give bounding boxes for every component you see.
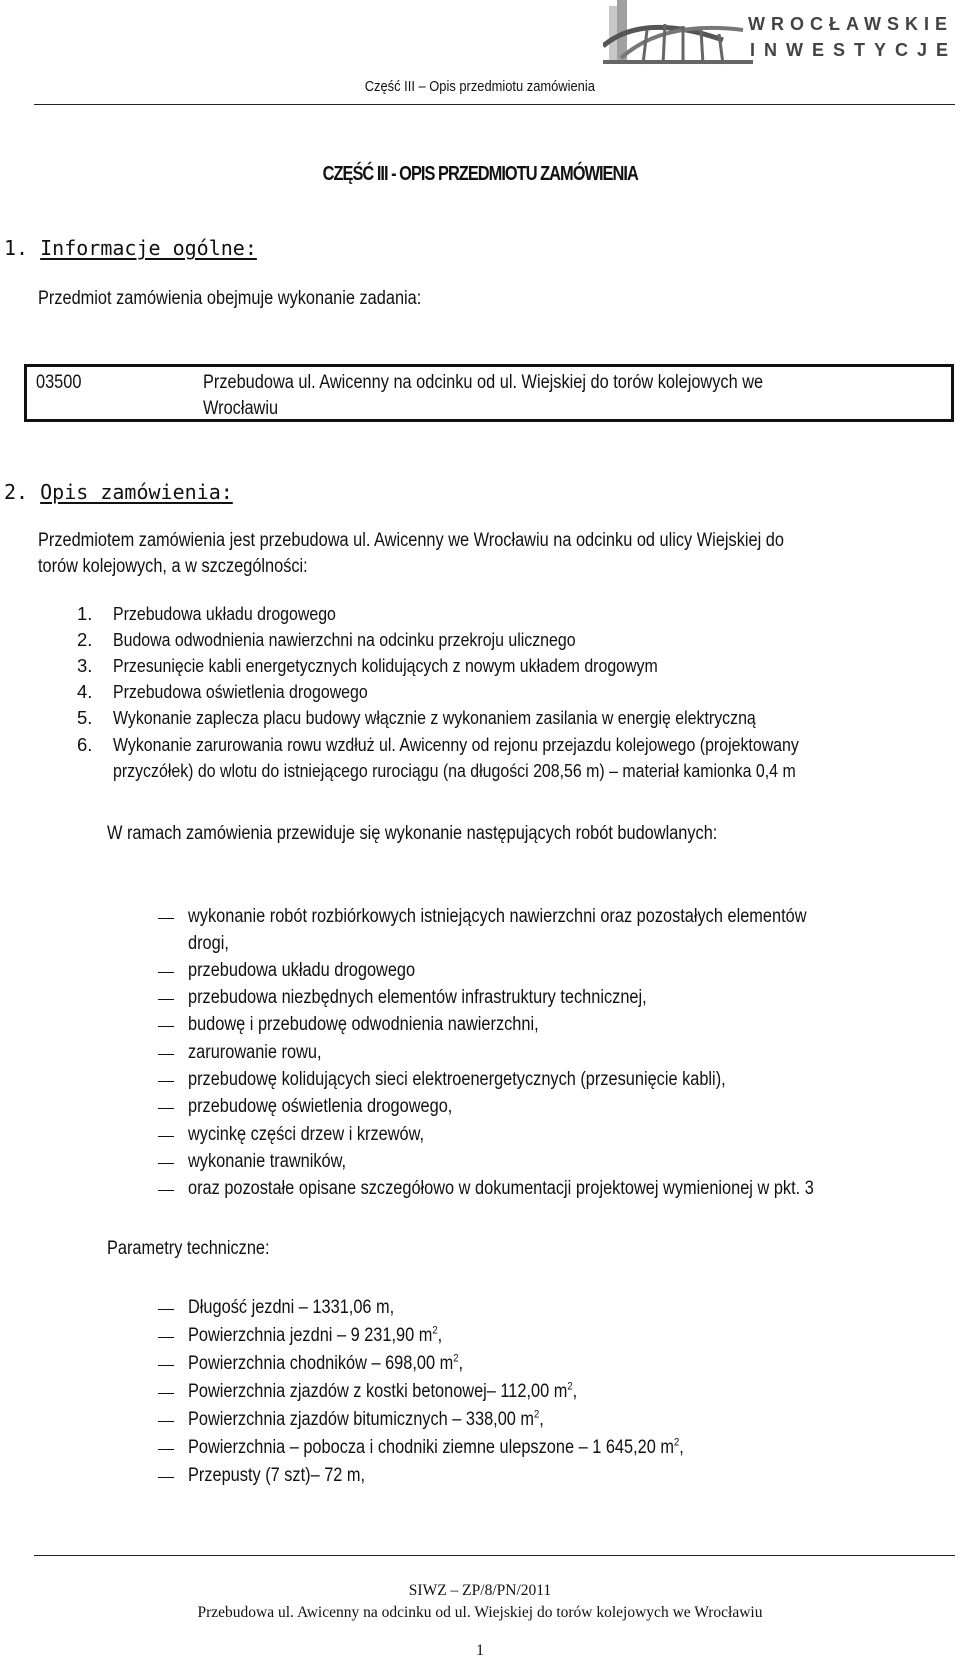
dash-bullet-icon [158,1081,174,1082]
section-2-heading: 2. Opis zamówienia: [4,480,233,504]
dash-bullet-icon [158,1054,174,1055]
document-title: CZĘŚĆ III - OPIS PRZEDMIOTU ZAMÓWIENIA [322,163,638,185]
section-2-paragraph-line1: Przedmiotem zamówienia jest przebudowa ul. Awicenny we Wrocławiu na odcinku od ulicy Wiejskiej do [38,530,784,551]
footer-divider [34,1555,955,1556]
dash-bullet-icon [158,1365,174,1366]
page-number: 1 [476,1642,484,1659]
header-divider [34,104,955,105]
task-title-line1: Przebudowa ul. Awicenny na odcinku od ul. Wiejskiej do torów kolejowych we [203,372,764,393]
footer-project-name: Przebudowa ul. Awicenny na odcinku od ul. Wiejskiej do torów kolejowych we Wrocławiu [197,1604,763,1621]
dash-bullet-icon [158,1393,174,1394]
dash-bullet-icon [158,1026,174,1027]
list-item: 5. Wykonanie zaplecza placu budowy włącznie z wykonaniem zasilania w energię elektryczną [77,707,756,728]
dash-bullet-icon [158,999,174,1000]
header-subtitle: Część III – Opis przedmiotu zamówienia [364,78,596,95]
works-intro: W ramach zamówienia przewiduje się wykonanie następujących robót budowlanych: [107,823,718,844]
dash-bullet-icon [158,1421,174,1422]
list-item: 3. Przesunięcie kabli energetycznych kolidujących z nowym układem drogowym [77,655,658,676]
section-2-paragraph-line2: torów kolejowych, a w szczególności: [38,556,308,577]
logo-text-line2: INWESTYCJE [750,40,958,60]
dash-bullet-icon [158,972,174,973]
dash-bullet-icon [158,1449,174,1450]
dash-bullet-icon [158,1190,174,1191]
list-item: 1. Przebudowa układu drogowego [77,603,336,624]
dash-bullet-icon [158,1477,174,1478]
logo-text-line1: WROCŁAWSKIE [748,14,953,34]
task-code: 03500 [36,372,82,393]
footer-reference: SIWZ – ZP/8/PN/2011 [408,1582,552,1599]
list-item: 2. Budowa odwodnienia nawierzchni na odcinku przekroju ulicznego [77,629,576,650]
bridge-logo-icon [603,0,753,70]
section-1-intro: Przedmiot zamówienia obejmuje wykonanie zadania: [38,288,422,309]
dash-bullet-icon [158,918,174,919]
dash-bullet-icon [158,1136,174,1137]
dash-bullet-icon [158,1163,174,1164]
task-title-line2: Wrocławiu [203,398,279,419]
section-1-heading: 1. Informacje ogólne: [4,236,257,260]
dash-bullet-icon [158,1309,174,1310]
list-item: 4. Przebudowa oświetlenia drogowego [77,681,368,702]
dash-bullet-icon [158,1337,174,1338]
list-item-continuation: przyczółek) do wlotu do istniejącego rurociągu (na długości 208,56 m) – materiał kamionka 0,4 m [113,760,796,781]
list-item: 6. Wykonanie zarurowania rowu wzdłuż ul. Awicenny od rejonu przejazdu kolejowego (projektowany [77,734,799,755]
dash-bullet-icon [158,1108,174,1109]
params-heading: Parametry techniczne: [107,1238,270,1259]
